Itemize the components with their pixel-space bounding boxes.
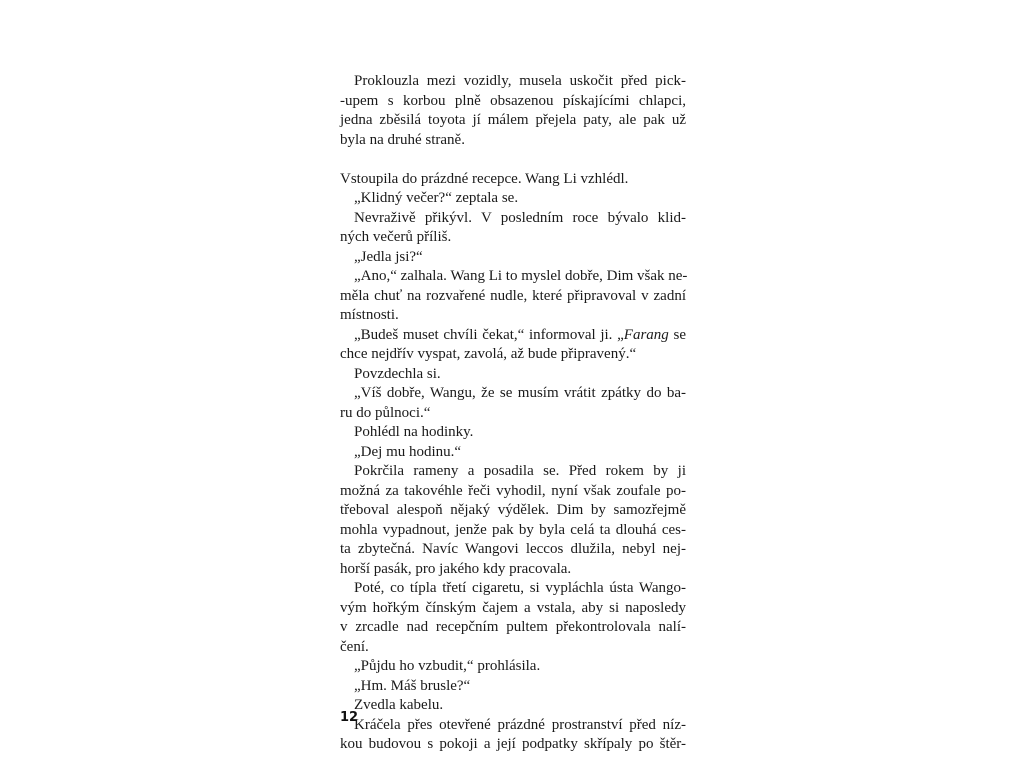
text-line: Poté, co típla třetí cigaretu, si vypláchla ústa Wango- xyxy=(354,580,686,596)
body-text xyxy=(340,72,686,755)
text-line: Proklouzla mezi vozidly, musela uskočit před pick- xyxy=(354,73,686,89)
text-line: horší pasák, pro jakého kdy pracovala. xyxy=(340,560,572,577)
text-line: ných večerů příliš. xyxy=(340,229,452,245)
text-line: v zrcadle nad recepčním pultem překontrolovala nalí- xyxy=(340,619,686,635)
text-line: „Víš dobře, Wangu, že se musím vrátit zpátky do ba- xyxy=(354,385,686,401)
text-line: ru do půlnoci.“ xyxy=(340,404,431,421)
italic-word: Farang xyxy=(623,326,669,343)
text-span: „Budeš muset chvíli čekat,“ informoval ji. „ xyxy=(354,326,624,343)
text-line: mohla vypadnout, jenže pak by byla celá ta dlouhá ces- xyxy=(340,521,686,538)
text-line: Zvedla kabelu. xyxy=(354,697,444,713)
text-line: „Ano,“ zalhala. Wang Li to myslel dobře, Dim však ne- xyxy=(354,268,688,284)
text-line: ta zbytečná. Navíc Wangovi leccos dlužila, nebyl nej- xyxy=(340,541,686,557)
text-line: měla chuť na rozvařené nudle, které připravoval v zadní xyxy=(340,287,686,304)
text-line: byla na druhé straně. xyxy=(340,131,465,148)
text-line: kou budovou s pokoji a její podpatky skřípaly po štěr- xyxy=(340,736,686,752)
text-line: Vstoupila do prázdné recepce. Wang Li vzhlédl. xyxy=(340,170,629,187)
text-line xyxy=(340,326,686,346)
text-line: jedna zběsilá toyota jí málem přejela paty, ale pak už xyxy=(340,112,686,128)
text-line: Nevraživě přikývl. V posledním roce bývalo klid- xyxy=(354,209,686,226)
text-line: „Jedla jsi?“ xyxy=(354,248,423,265)
text-line: Kráčela přes otevřené prázdné prostranství před níz- xyxy=(354,716,686,733)
text-line: chce nejdřív vyspat, zavolá, až bude připravený.“ xyxy=(340,346,637,362)
section-break xyxy=(340,150,686,170)
text-line: vým hořkým čínským čajem a vstala, aby si naposledy xyxy=(340,599,686,616)
text-line: možná za takovéhle řeči vyhodil, nyní však zoufale po- xyxy=(340,482,686,499)
text-line: „Dej mu hodinu.“ xyxy=(354,443,462,460)
text-line: „Klidný večer?“ zeptala se. xyxy=(354,190,519,206)
page-number: 12 xyxy=(340,710,359,725)
text-line: Pokrčila rameny a posadila se. Před rokem by ji xyxy=(354,463,686,479)
text-span: se xyxy=(668,326,686,343)
text-line: „Půjdu ho vzbudit,“ prohlásila. xyxy=(354,658,541,674)
text-line: čení. xyxy=(340,638,369,655)
text-line: „Hm. Máš brusle?“ xyxy=(354,677,471,694)
text-line: třeboval alespoň nějaký výdělek. Dim by samozřejmě xyxy=(340,502,686,518)
text-line: -upem s korbou plně obsazenou pískajícími chlapci, xyxy=(340,92,686,109)
text-line: Povzdechla si. xyxy=(354,365,441,382)
text-line: místnosti. xyxy=(340,307,399,323)
text-line: Pohlédl na hodinky. xyxy=(354,424,474,440)
